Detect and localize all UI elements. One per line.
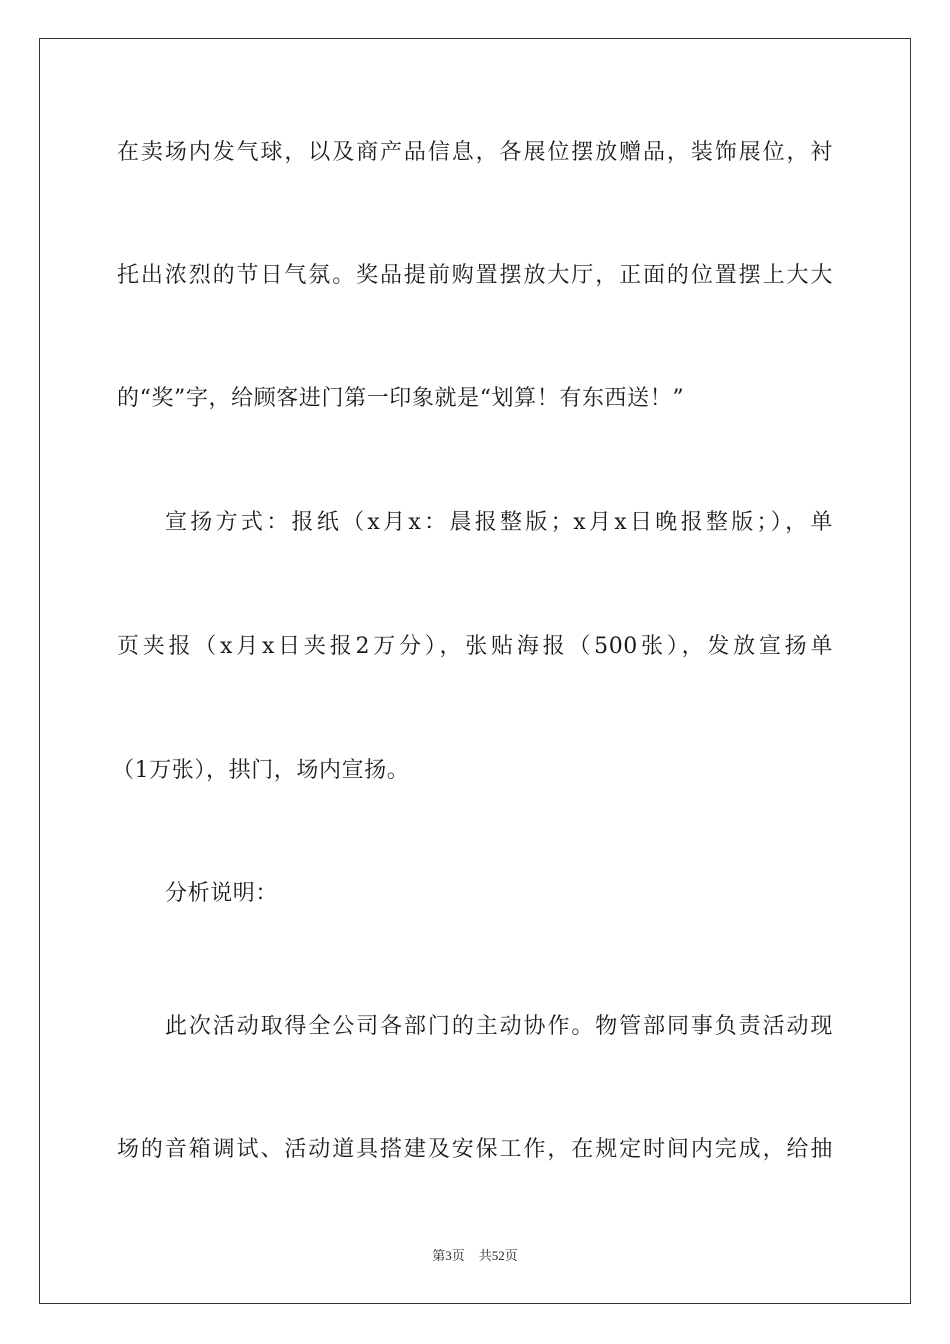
- section-heading: 分析说明：: [165, 881, 279, 906]
- paragraph-line-3: 的“奖”字，给顾客进门第一印象就是“划算！有东西送！”: [117, 386, 685, 411]
- page-total: 共52页: [478, 1248, 518, 1263]
- paragraph-line-4: 宣扬方式：报纸（x月x：晨报整版；x月x日晚报整版；），单: [165, 510, 833, 535]
- paragraph-line-1: 在卖场内发气球，以及商产品信息，各展位摆放赠品，装饰展位，衬: [117, 140, 833, 165]
- paragraph-line-8: 此次活动取得全公司各部门的主动协作。物管部同事负责活动现: [165, 1014, 833, 1039]
- paragraph-line-5: 页夹报（x月x日夹报2万分），张贴海报（500张），发放宣扬单: [117, 634, 833, 659]
- page-border: [39, 38, 911, 1304]
- page-footer: [0, 1247, 950, 1265]
- paragraph-line-9: 场的音箱调试、活动道具搭建及安保工作，在规定时间内完成，给抽: [117, 1137, 833, 1162]
- page-number: 第3页: [432, 1248, 465, 1263]
- paragraph-line-2: 托出浓烈的节日气氛。奖品提前购置摆放大厅，正面的位置摆上大大: [117, 263, 833, 288]
- paragraph-line-6: （1万张），拱门，场内宣扬。: [112, 758, 410, 783]
